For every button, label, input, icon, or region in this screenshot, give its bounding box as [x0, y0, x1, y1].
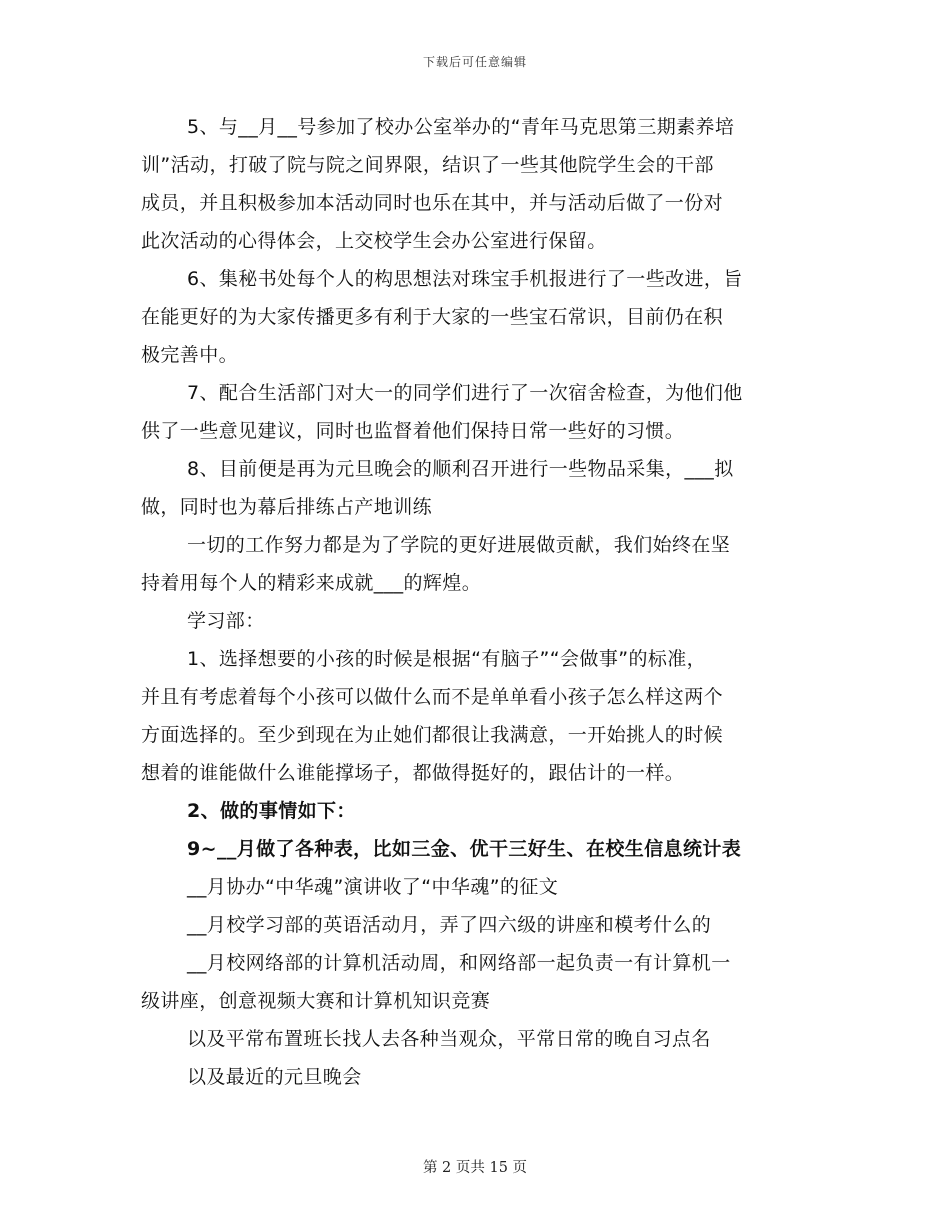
text-line: 以及最近的元旦晚会	[187, 1066, 362, 1088]
document-body	[141, 108, 811, 1096]
text-line: 1、选择想要的小孩的时候是根据“有脑子”“会做事”的标准，	[187, 648, 707, 670]
text-line: 供了一些意见建议，同时也监督着他们保持日常一些好的习惯。	[141, 420, 685, 442]
page-header: 下载后可任意编辑	[422, 55, 527, 69]
text-line: 并且有考虑着每个小孩可以做什么而不是单单看小孩子怎么样这两个	[141, 686, 724, 708]
text-line: 9~__月做了各种表，比如三金、优干三好生、在校生信息统计表	[187, 838, 742, 860]
text-line: 想着的谁能做什么谁能撑场子，都做得挺好的，跟估计的一样。	[141, 762, 685, 784]
text-line: 一切的工作努力都是为了学院的更好进展做贡献，我们始终在坚	[187, 534, 731, 556]
text-line: 级讲座，创意视频大赛和计算机知识竞赛	[141, 990, 491, 1012]
text-line: __月校学习部的英语活动月，弄了四六级的讲座和模考什么的	[187, 914, 712, 936]
text-line: 方面选择的。至少到现在为止她们都很让我满意，一开始挑人的时候	[141, 724, 724, 746]
page-footer: 第 2 页共 15 页	[422, 1160, 528, 1176]
text-line: 5、与__月__号参加了校办公室举办的“青年马克思第三期素养培	[187, 116, 735, 138]
text-line: 8、目前便是再为元旦晚会的顺利召开进行一些物品采集，___拟	[187, 458, 734, 480]
text-line: 7、配合生活部门对大一的同学们进行了一次宿舍检查，为他们他	[187, 382, 743, 404]
text-line: 极完善中。	[141, 344, 239, 366]
text-line: 做，同时也为幕后排练占产地训练	[141, 496, 433, 518]
text-line: 此次活动的心得体会，上交校学生会办公室进行保留。	[141, 230, 607, 252]
text-line: 训”活动，打破了院与院之间界限，结识了一些其他院学生会的干部	[141, 154, 714, 176]
text-line: 持着用每个人的精彩来成就___的辉煌。	[141, 572, 482, 594]
text-line: __月校网络部的计算机活动周，和网络部一起负责一有计算机一	[187, 952, 731, 974]
text-line: 6、集秘书处每个人的构思想法对珠宝手机报进行了一些改进，旨	[187, 268, 743, 290]
text-line: 以及平常布置班长找人去各种当观众，平常日常的晚自习点名	[187, 1028, 711, 1050]
text-line: 在能更好的为大家传播更多有利于大家的一些宝石常识，目前仍在积	[141, 306, 724, 328]
text-line: 成员，并且积极参加本活动同时也乐在其中，并与活动后做了一份对	[141, 192, 724, 214]
text-line: 2、做的事情如下：	[187, 800, 356, 822]
text-line: 学习部：	[187, 610, 265, 632]
text-line: __月协办“中华魂”演讲收了“中华魂”的征文	[187, 876, 559, 898]
